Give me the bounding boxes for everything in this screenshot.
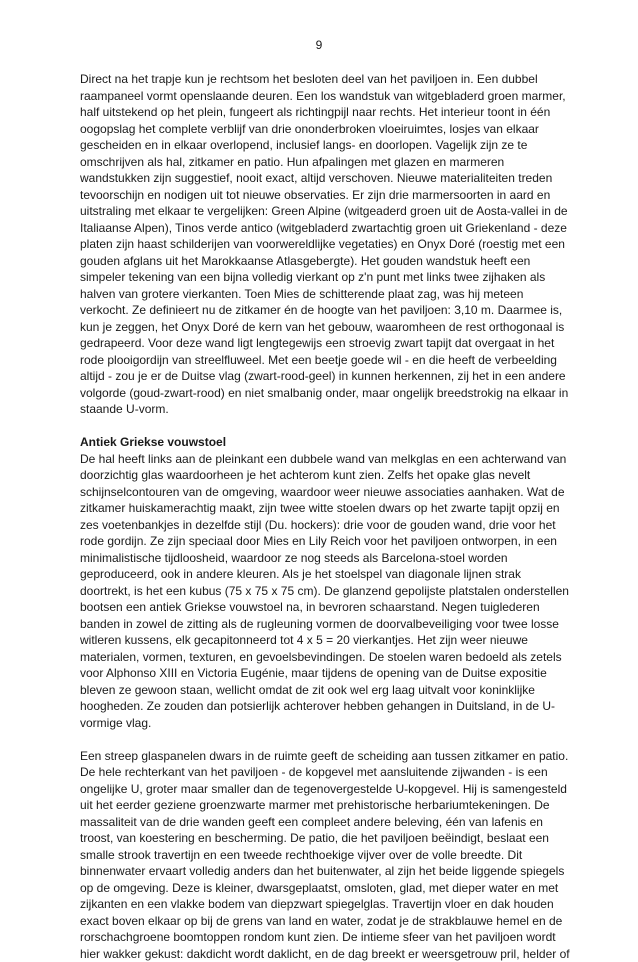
text-line: De hele rechterkant van het paviljoen - de kopgevel met aansluitende zijwanden - is een [80,764,560,781]
text-line: geproduceerd, ook in andere kleuren. Als je het stoelspel van diagonale lijnen strak [80,566,560,583]
paragraph-1 [80,71,560,418]
text-line: voor Alphonso XIII en Victoria Eugénie, maar tijdens de opening van de Duitse expositie [80,665,560,682]
text-line: schijnselcontouren van de omgeving, waardoor weer nieuwe associaties aanhaken. Wat de [80,484,560,501]
text-line: uit het eerder geziene groenzwarte marmer met prehistorische herbariumtekeningen. De [80,797,560,814]
section-heading: Antiek Griekse vouwstoel [80,434,560,451]
text-line: minimalistische tijdloosheid, waardoor ze nog steeds als Barcelona-stoel worden [80,550,560,567]
text-line: gedrapeerd. Voor deze wand ligt lengtegewijs een stroevig zwart tapijt dat overgaat in het [80,335,560,352]
text-line: ongelijke U, groter maar smaller dan de tegenovergestelde U-kopgevel. Hij is samengesteld [80,781,560,798]
text-line: op de omgeving. Deze is kleiner, dwarsgeplaatst, omsloten, glad, met dieper water en met [80,880,560,897]
text-line: bootsen een antiek Griekse vouwstoel na, in bevroren schaarstand. Negen tuiglederen [80,599,560,616]
text-line: zitkamer huiskamerachtig maakt, zijn twee witte stoelen dwars op het zwarte tapijt opzij en [80,500,560,517]
text-line: platen zijn haast schilderijen van voorwereldlijke vegetaties) en Onyx Doré (roestig met een [80,236,560,253]
text-line: De hal heeft links aan de pleinkant een dubbele wand van melkglas en een achterwand van [80,451,560,468]
text-line: uitstraling met elkaar te vergelijken: Green Alpine (witgeaderd groen uit de Aosta-vallei in de [80,203,560,220]
text-line: gouden afglans uit het Marokkaanse Atlasgebergte). Het gouden wandstuk heeft een [80,253,560,270]
text-line: rode gordijn. Ze zijn speciaal door Mies en Lily Reich voor het paviljoen ontworpen, in een [80,533,560,550]
text-line: Direct na het trapje kun je rechtsom het besloten deel van het paviljoen in. Een dubbel [80,71,560,88]
text-line: oogopslag het complete verblijf van drie ononderbroken vloeiruimtes, losjes van elkaar [80,121,560,138]
text-line: halven van grotere vierkanten. Toen Mies de schitterende plaat zag, was hij meteen [80,286,560,303]
text-line: verkocht. Ze definieert nu de zitkamer én de hoogte van het paviljoen: 3,10 m. Daarmee is, [80,302,560,319]
text-line: exact boven elkaar op bij de grens van land en water, zodat je de strakblauwe hemel en de [80,913,560,930]
text-line: hoogheden. Ze zouden dan potsierlijk achterover hebben gehangen in Duitsland, in de U- [80,698,560,715]
text-line: vormige vlag. [80,715,560,732]
text-line: doortrekt, is het een kubus (75 x 75 x 75 cm). De glanzend gepolijste platstalen onderstellen [80,583,560,600]
text-line: rorschachgroene boomtoppen rondom kunt zien. De intieme sfeer van het paviljoen wordt [80,929,560,946]
text-line: volgorde (goud-zwart-rood) en niet smalbanig onder, maar ongelijk breedstrokig na elkaar in [80,385,560,402]
text-line: rode plooigordijn van streelfluweel. Met een beetje goede wil - en die heeft de verbeelding [80,352,560,369]
body-text [80,71,560,962]
text-line: staande U-vorm. [80,401,560,418]
text-line: omschrijven als hal, zitkamer en patio. Hun afpalingen met glazen en marmeren [80,154,560,171]
text-line: Italiaanse Alpen), Tinos verde antico (witgebladerd zwartachtig groen uit Griekenland - deze [80,220,560,237]
text-line: smalle strook travertijn en een tweede rechthoekige vijver over de volle breedte. Dit [80,847,560,864]
text-line: binnenwater ervaart volledig anders dan het buitenwater, al zijn het beide liggende spiegels [80,863,560,880]
text-line: massaliteit van de drie wanden geeft een compleet andere beleving, één van lafenis en [80,814,560,831]
paragraph-3 [80,748,560,962]
paragraph-gap [80,731,560,748]
paragraph-gap [80,418,560,435]
text-line: bleven ze gewoon staan, wellicht omdat de zit ook wel erg laag uitvalt voor koninklijke [80,682,560,699]
text-line: tevoorschijn en nodigen uit tot nieuwe observaties. Er zijn drie marmersoorten in aard en [80,187,560,204]
paragraph-2 [80,451,560,732]
text-line: altijd - zou je er de Duitse vlag (zwart-rood-geel) in kunnen herkennen, zij het in een andere [80,368,560,385]
text-line: doorzichtig glas waardoorheen je het achterom kunt zien. Zelfs het opake glas nevelt [80,467,560,484]
text-line: troost, van koestering en bescherming. De patio, die het paviljoen beëindigt, beslaat een [80,830,560,847]
text-line: witleren kussens, elk gecapitonneerd tot 4 x 5 = 20 vierkantjes. Het zijn weer nieuwe [80,632,560,649]
text-line: gescheiden en in elkaar overlopend, inclusief langs- en doorlopen. Vagelijk zijn ze te [80,137,560,154]
page-number: 9 [0,38,638,52]
text-line: half uitstekend op het plein, fungeert als richtingpijl naar rechts. Het interieur toont in één [80,104,560,121]
text-line: Een streep glaspanelen dwars in de ruimte geeft de scheiding aan tussen zitkamer en patio. [80,748,560,765]
text-line: materialen, vormen, texturen, en gevoelsbevindingen. De stoelen waren bedoeld als zetels [80,649,560,666]
text-line: banden in zowel de zitting als de rugleuning vormen de doorvalbeveiliging voor twee losse [80,616,560,633]
text-line: hier wakker gekust: dakdicht wordt daklicht, en de dag breekt er weersgetrouw pril, helder of [80,946,560,962]
text-line: zijkanten en een vlakke bodem van diepzwart spiegelglas. Travertijn vloer en dak houden [80,896,560,913]
text-line: wandstukken zijn suggestief, nooit exact, altijd verschoven. Nieuwe materialiteiten treden [80,170,560,187]
text-line: zes voetenbankjes in dezelfde stijl (Du. hockers): drie voor de gouden wand, drie voor het [80,517,560,534]
text-line: simpeler tekening van een bijna volledig vierkant op z'n punt met links twee zijhaken als [80,269,560,286]
text-line: kun je zeggen, het Onyx Doré de kern van het gebouw, waaromheen de rest orthogonaal is [80,319,560,336]
text-line: raampaneel vormt openslaande deuren. Een los wandstuk van witgebladerd groen marmer, [80,88,560,105]
